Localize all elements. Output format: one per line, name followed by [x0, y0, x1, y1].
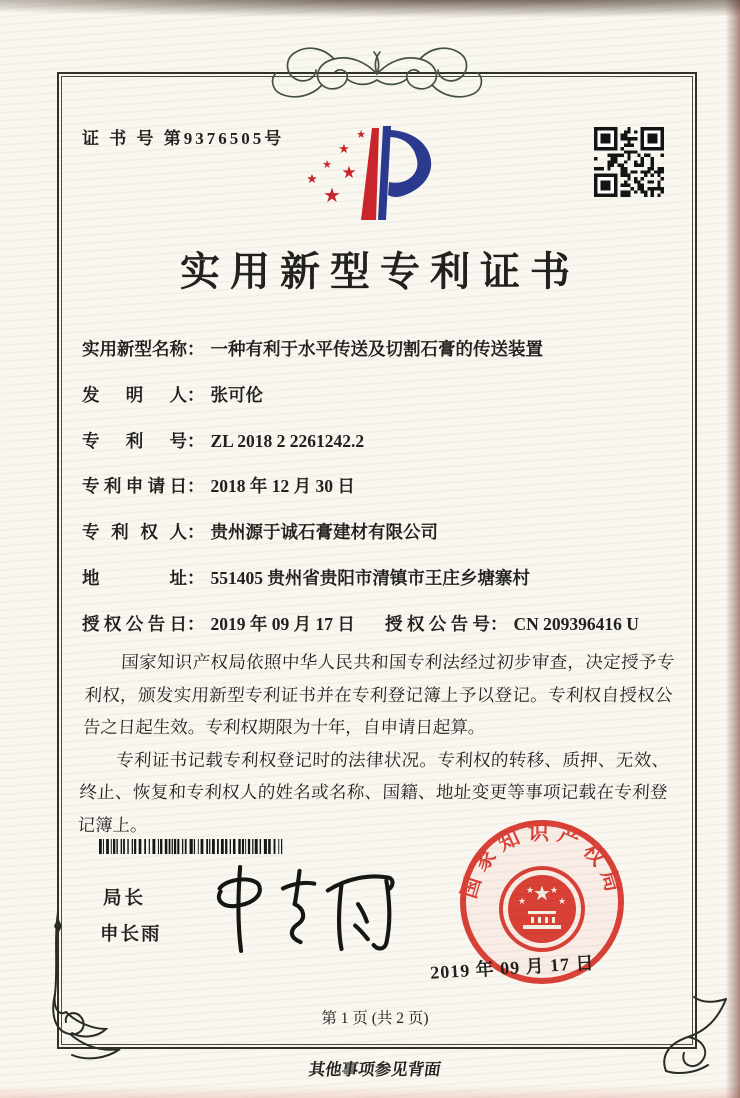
body-paragraph-2: 专利证书记载专利权登记时的法律状况。专利权的转移、质押、无效、终止、恢复和专利权人的姓名或名称、国籍、地址变更等事项记载在专利登记簿上。 [77, 749, 670, 835]
field-row-inventor [82, 382, 672, 428]
field-row-patentee [82, 519, 672, 565]
field-value: ZL 2018 2 2261242.2 [210, 430, 365, 451]
field-row-filing-date [82, 473, 672, 519]
svg-text:★: ★ [533, 881, 551, 905]
svg-text:★: ★ [356, 128, 366, 141]
field-row-name [82, 336, 672, 382]
svg-text:★: ★ [322, 158, 332, 171]
field-label: 发明人 [82, 384, 187, 405]
field-value: 张可伦 [210, 384, 263, 405]
director-title: 局长 [103, 889, 147, 909]
certificate-title: 实用新型专利证书 [180, 249, 580, 294]
qr-code [594, 127, 664, 197]
grant-date-label: 授权公告日 [82, 613, 187, 634]
colon: ： [490, 613, 508, 634]
top-flourish-ornament [262, 40, 492, 106]
svg-text:★: ★ [306, 172, 318, 187]
field-label: 地址 [82, 567, 187, 588]
svg-text:★: ★ [557, 897, 567, 907]
colon: ： [187, 613, 205, 634]
grant-date-value: 2019 年 09 月 17 日 [210, 613, 355, 634]
colon: ： [187, 567, 205, 588]
field-value: 贵州源于诚石膏建材有限公司 [210, 522, 438, 543]
colon: ： [187, 430, 205, 451]
field-label: 专利权人 [82, 522, 187, 543]
svg-text:★: ★ [341, 163, 357, 183]
certificate-number: 证 书 号 第9376505号 [82, 129, 285, 148]
field-label: 实用新型名称 [82, 339, 187, 359]
colon: ： [187, 339, 205, 359]
svg-text:★: ★ [517, 897, 527, 907]
colon: ： [187, 522, 205, 543]
svg-text:★: ★ [525, 886, 535, 896]
field-label: 专利号 [82, 430, 187, 451]
grant-no-label: 授权公告号 [385, 613, 490, 634]
grant-no-pair [385, 611, 639, 636]
field-row-patent-no [82, 428, 672, 474]
seal-text: 国家知识产权局 [456, 820, 628, 902]
svg-text:★: ★ [549, 886, 559, 896]
corner-flourish-bottom-left [28, 912, 123, 1062]
field-list [82, 336, 672, 657]
page-info: 第 1 页 (共 2 页) [321, 1010, 429, 1027]
barcode [99, 839, 286, 854]
back-side-note: 其他事项参见背面 [307, 1060, 443, 1079]
seal-date: 2019 年 09 月 17 日 [429, 952, 596, 983]
field-row-address [82, 565, 672, 611]
colon: ： [187, 476, 205, 497]
colon: ： [187, 384, 205, 405]
field-label: 专利申请日 [82, 476, 187, 497]
field-value: 2018 年 12 月 30 日 [210, 476, 355, 497]
field-value: 551405 贵州省贵阳市清镇市王庄乡塘寨村 [210, 567, 530, 588]
field-value: 一种有利于水平传送及切割石膏的传送装置 [210, 339, 543, 359]
cnipa-logo-icon [298, 120, 440, 226]
svg-text:★: ★ [338, 142, 350, 157]
svg-text:★: ★ [323, 183, 341, 207]
body-paragraph-1: 国家知识产权局依照中华人民共和国专利法经过初步审查，决定授予专利权，颁发实用新型专利证书并在专利登记簿上予以登记。专利权自授权公告之日起生效。专利权期限为十年，自申请日起算。 [82, 652, 675, 738]
director-signature [205, 858, 400, 958]
director-name: 申长雨 [100, 925, 162, 945]
grant-no-value: CN 209396416 U [513, 613, 639, 634]
